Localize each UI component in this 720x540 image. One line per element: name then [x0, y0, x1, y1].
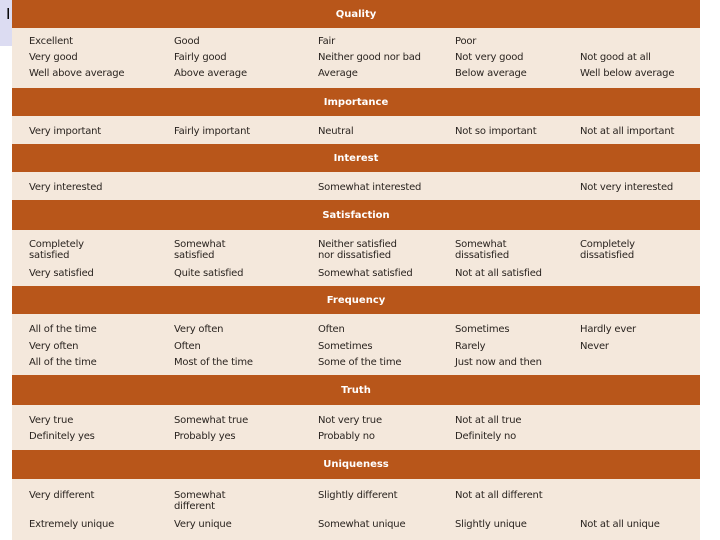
scale-option-frequency-r2-c5: Never — [580, 341, 609, 352]
scale-option-satisfaction-r1-c1: Completely satisfied — [29, 239, 84, 261]
scale-option-frequency-r1-c3: Often — [318, 324, 345, 335]
scale-option-frequency-r2-c1: Very often — [29, 341, 79, 352]
scale-option-importance-r1-c5: Not at all important — [580, 126, 675, 137]
scale-option-importance-r1-c3: Neutral — [318, 126, 354, 137]
scale-option-frequency-r3-c1: All of the time — [29, 357, 97, 368]
scale-option-truth-r1-c4: Not at all true — [455, 415, 522, 426]
scale-option-interest-r1-c1: Very interested — [29, 182, 103, 193]
scale-option-quality-r2-c2: Fairly good — [174, 52, 227, 63]
scale-option-frequency-r3-c3: Some of the time — [318, 357, 402, 368]
corner-letter: I — [6, 6, 11, 23]
scale-table — [12, 0, 700, 540]
scale-option-truth-r1-c2: Somewhat true — [174, 415, 249, 426]
scale-option-uniqueness-r1-c2: Somewhat different — [174, 490, 226, 512]
section-header-quality: Quality — [12, 0, 700, 28]
scale-option-truth-r1-c1: Very true — [29, 415, 74, 426]
scale-option-uniqueness-r1-c3: Slightly different — [318, 490, 398, 501]
scale-option-quality-r3-c4: Below average — [455, 68, 527, 79]
scale-option-truth-r2-c4: Definitely no — [455, 431, 517, 442]
scale-option-importance-r1-c1: Very important — [29, 126, 102, 137]
scale-option-quality-r1-c3: Fair — [318, 36, 336, 47]
corner-mark — [0, 0, 12, 46]
scale-option-uniqueness-r2-c2: Very unique — [174, 519, 232, 530]
scale-option-importance-r1-c4: Not so important — [455, 126, 537, 137]
scale-option-truth-r2-c3: Probably no — [318, 431, 375, 442]
section-header-frequency: Frequency — [12, 286, 700, 314]
section-header-satisfaction: Satisfaction — [12, 200, 700, 230]
scale-option-uniqueness-r2-c4: Slightly unique — [455, 519, 527, 530]
scale-option-satisfaction-r1-c3: Neither satisfied nor dissatisfied — [318, 239, 397, 261]
scale-option-frequency-r1-c5: Hardly ever — [580, 324, 636, 335]
scale-option-uniqueness-r2-c5: Not at all unique — [580, 519, 660, 530]
scale-option-truth-r2-c2: Probably yes — [174, 431, 236, 442]
scale-option-frequency-r1-c4: Sometimes — [455, 324, 510, 335]
scale-option-quality-r1-c2: Good — [174, 36, 200, 47]
scale-option-frequency-r2-c2: Often — [174, 341, 201, 352]
scale-option-quality-r2-c5: Not good at all — [580, 52, 651, 63]
scale-option-uniqueness-r1-c1: Very different — [29, 490, 95, 501]
section-header-importance: Importance — [12, 88, 700, 116]
scale-option-uniqueness-r2-c1: Extremely unique — [29, 519, 115, 530]
scale-option-truth-r2-c1: Definitely yes — [29, 431, 95, 442]
scale-option-frequency-r3-c4: Just now and then — [455, 357, 542, 368]
scale-option-satisfaction-r2-c4: Not at all satisfied — [455, 268, 542, 279]
scale-option-satisfaction-r2-c3: Somewhat satisfied — [318, 268, 413, 279]
scale-option-quality-r3-c1: Well above average — [29, 68, 125, 79]
scale-option-interest-r1-c5: Not very interested — [580, 182, 674, 193]
scale-option-quality-r1-c1: Excellent — [29, 36, 73, 47]
scale-option-quality-r2-c1: Very good — [29, 52, 78, 63]
scale-option-quality-r1-c4: Poor — [455, 36, 477, 47]
scale-option-satisfaction-r1-c2: Somewhat satisfied — [174, 239, 226, 261]
scale-option-satisfaction-r2-c2: Quite satisfied — [174, 268, 244, 279]
section-header-truth: Truth — [12, 375, 700, 405]
scale-option-satisfaction-r1-c4: Somewhat dissatisfied — [455, 239, 509, 261]
scale-option-interest-r1-c3: Somewhat interested — [318, 182, 422, 193]
scale-option-quality-r3-c2: Above average — [174, 68, 247, 79]
scale-option-uniqueness-r1-c4: Not at all different — [455, 490, 543, 501]
section-header-interest: Interest — [12, 144, 700, 172]
scale-option-quality-r3-c5: Well below average — [580, 68, 675, 79]
scale-option-quality-r2-c4: Not very good — [455, 52, 524, 63]
scale-option-satisfaction-r1-c5: Completely dissatisfied — [580, 239, 635, 261]
scale-option-frequency-r1-c1: All of the time — [29, 324, 97, 335]
scale-option-frequency-r2-c3: Sometimes — [318, 341, 373, 352]
scale-option-uniqueness-r2-c3: Somewhat unique — [318, 519, 406, 530]
scale-option-frequency-r3-c2: Most of the time — [174, 357, 253, 368]
scale-option-truth-r1-c3: Not very true — [318, 415, 382, 426]
scale-option-quality-r3-c3: Average — [318, 68, 358, 79]
scale-option-importance-r1-c2: Fairly important — [174, 126, 250, 137]
scale-option-satisfaction-r2-c1: Very satisfied — [29, 268, 94, 279]
scale-option-frequency-r1-c2: Very often — [174, 324, 224, 335]
section-header-uniqueness: Uniqueness — [12, 450, 700, 479]
scale-option-frequency-r2-c4: Rarely — [455, 341, 486, 352]
scale-option-quality-r2-c3: Neither good nor bad — [318, 52, 421, 63]
